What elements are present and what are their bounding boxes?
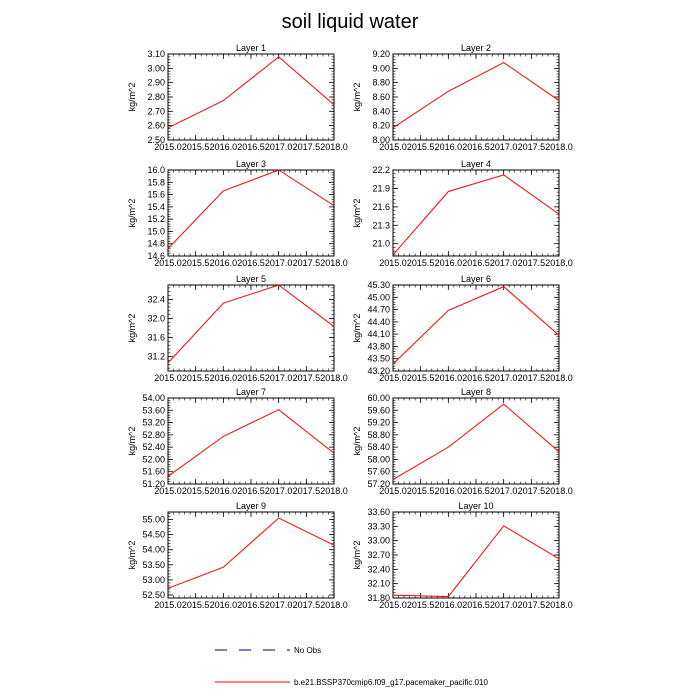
x-tick-label: 2016.5 (462, 486, 490, 496)
y-tick-label: 21.0 (372, 238, 390, 249)
x-tick-label: 2016.0 (209, 142, 238, 152)
y-tick-label: 21.6 (372, 201, 390, 212)
x-tick-label: 2018.0 (320, 373, 348, 383)
x-tick-label: 2017.5 (292, 142, 321, 152)
y-tick-label: 44.40 (367, 316, 390, 327)
y-tick-label: 58.80 (367, 429, 390, 440)
x-tick-label: 2015.0 (379, 373, 407, 383)
y-tick-label: 44.10 (367, 329, 390, 340)
x-tick-label: 2016.5 (462, 373, 490, 383)
panel-layer-2 (352, 43, 573, 152)
x-tick-label: 2016.0 (434, 486, 463, 496)
x-tick-label: 2016.0 (209, 373, 238, 383)
panel-layer-3 (127, 159, 348, 268)
panel-title: Layer 7 (235, 387, 267, 397)
y-tick-label: 9.20 (372, 49, 390, 59)
y-tick-label: 58.40 (367, 442, 390, 453)
y-tick-label: 59.60 (367, 405, 390, 416)
y-tick-label: 2.90 (147, 77, 165, 88)
y-tick-label: 8.60 (372, 92, 390, 102)
x-tick-label: 2015.0 (154, 258, 182, 268)
panel-layer-7 (127, 387, 348, 496)
x-tick-label: 2015.0 (379, 258, 407, 268)
y-axis-label: kg/m^2 (352, 198, 362, 228)
x-tick-label: 2018.0 (545, 486, 573, 496)
panel-layer-9 (127, 501, 348, 610)
x-tick-label: 2015.0 (154, 486, 182, 496)
legend-label-no-obs: No Obs (294, 646, 322, 655)
x-tick-label: 2015.5 (406, 600, 435, 610)
panel-title: Layer 3 (235, 159, 267, 169)
x-tick-label: 2015.0 (154, 142, 182, 152)
x-tick-label: 2016.5 (237, 600, 265, 610)
y-axis-label: kg/m^2 (127, 540, 137, 570)
y-tick-label: 3.10 (147, 49, 165, 59)
plot-frame (168, 170, 334, 256)
y-axis-label: kg/m^2 (127, 313, 137, 343)
y-tick-label: 52.40 (142, 442, 165, 453)
panel-title: Layer 2 (460, 43, 492, 53)
x-tick-label: 2017.5 (292, 258, 321, 268)
series-line (168, 285, 334, 363)
panel-layer-4 (352, 159, 573, 268)
y-tick-label: 53.60 (142, 405, 165, 416)
plot-frame (168, 54, 334, 140)
y-tick-label: 52.00 (142, 454, 165, 465)
x-tick-label: 2016.0 (209, 258, 238, 268)
y-tick-label: 2.60 (147, 120, 165, 131)
x-tick-label: 2015.5 (181, 486, 210, 496)
y-tick-label: 2.50 (147, 135, 165, 145)
y-axis-label: kg/m^2 (352, 82, 362, 112)
y-tick-label: 53.00 (142, 574, 165, 585)
series-line (393, 526, 559, 597)
y-tick-label: 31.2 (147, 351, 165, 362)
y-tick-label: 31.6 (147, 332, 165, 343)
y-axis-label: kg/m^2 (127, 426, 137, 456)
y-tick-label: 32.70 (367, 550, 390, 560)
x-tick-label: 2015.5 (181, 600, 210, 610)
series-line (393, 175, 559, 255)
x-tick-label: 2015.5 (406, 258, 435, 268)
plot-frame (393, 398, 559, 484)
x-tick-label: 2017.0 (264, 600, 293, 610)
y-tick-label: 32.4 (147, 294, 165, 305)
x-tick-label: 2016.5 (462, 600, 490, 610)
y-tick-label: 53.50 (142, 559, 165, 570)
panel-title: Layer 10 (458, 501, 494, 511)
panel-layer-1 (127, 43, 348, 152)
x-tick-label: 2017.5 (517, 258, 546, 268)
y-axis-label: kg/m^2 (352, 540, 362, 570)
x-tick-label: 2017.0 (264, 373, 293, 383)
y-tick-label: 52.80 (142, 429, 165, 440)
y-tick-label: 32.40 (367, 564, 390, 575)
x-tick-label: 2015.5 (181, 258, 210, 268)
x-tick-label: 2015.0 (154, 373, 182, 383)
series-line (393, 287, 559, 364)
x-tick-label: 2017.5 (517, 600, 546, 610)
y-tick-label: 22.2 (372, 165, 390, 175)
panel-title: Layer 1 (235, 43, 267, 53)
y-tick-label: 59.20 (367, 417, 390, 428)
y-tick-label: 60.00 (367, 393, 390, 403)
plot-frame (393, 512, 559, 598)
y-tick-label: 43.20 (367, 366, 390, 376)
plot-frame (168, 285, 334, 371)
y-tick-label: 14.8 (147, 238, 165, 249)
y-tick-label: 52.50 (142, 589, 165, 600)
y-tick-label: 15.6 (147, 189, 165, 200)
y-tick-label: 51.60 (142, 466, 165, 477)
x-tick-label: 2016.0 (434, 142, 463, 152)
y-axis-label: kg/m^2 (352, 313, 362, 343)
panel-layer-6 (352, 274, 573, 383)
panel-title: Layer 5 (235, 274, 267, 284)
y-tick-label: 14.6 (147, 251, 165, 261)
x-tick-label: 2017.0 (264, 142, 293, 152)
legend (215, 646, 488, 687)
panel-title: Layer 6 (460, 274, 492, 284)
x-tick-label: 2018.0 (320, 258, 348, 268)
plot-frame (168, 398, 334, 484)
x-tick-label: 2016.5 (237, 373, 265, 383)
x-tick-label: 2015.0 (154, 600, 182, 610)
y-tick-label: 51.20 (142, 479, 165, 489)
x-tick-label: 2015.0 (379, 600, 407, 610)
series-line (168, 410, 334, 477)
x-tick-label: 2018.0 (545, 142, 573, 152)
y-tick-label: 21.9 (372, 183, 390, 194)
x-tick-label: 2017.5 (292, 600, 321, 610)
x-tick-label: 2016.0 (434, 373, 463, 383)
y-tick-label: 54.50 (142, 529, 165, 540)
y-tick-label: 15.0 (147, 226, 165, 237)
x-tick-label: 2017.0 (489, 373, 518, 383)
x-tick-label: 2016.5 (462, 142, 490, 152)
y-tick-label: 53.20 (142, 417, 165, 428)
x-tick-label: 2017.0 (489, 600, 518, 610)
y-tick-label: 16.0 (147, 165, 165, 175)
x-tick-label: 2015.5 (406, 486, 435, 496)
plot-frame (393, 54, 559, 140)
x-tick-label: 2018.0 (320, 142, 348, 152)
x-tick-label: 2016.0 (434, 258, 463, 268)
panel-layer-5 (127, 274, 348, 383)
plot-frame (393, 285, 559, 371)
y-tick-label: 32.10 (367, 578, 390, 589)
x-tick-label: 2018.0 (545, 258, 573, 268)
legend-label-model: b.e21.BSSP370cmip6.f09_g17.pacemaker_pacific.010 (294, 678, 488, 687)
y-tick-label: 8.80 (372, 77, 390, 88)
y-tick-label: 31.80 (367, 593, 390, 603)
x-tick-label: 2018.0 (320, 600, 348, 610)
x-tick-label: 2016.5 (462, 258, 490, 268)
panel-title: Layer 4 (460, 159, 492, 169)
y-tick-label: 3.00 (147, 63, 165, 74)
x-tick-label: 2015.5 (406, 142, 435, 152)
figure-title: soil liquid water (281, 11, 419, 33)
x-tick-label: 2016.5 (237, 258, 265, 268)
y-axis-label: kg/m^2 (127, 198, 137, 228)
x-tick-label: 2016.5 (237, 486, 265, 496)
y-tick-label: 58.00 (367, 454, 390, 465)
y-tick-label: 9.00 (372, 63, 390, 74)
y-tick-label: 57.20 (367, 479, 390, 489)
y-tick-label: 45.00 (367, 292, 390, 303)
panel-title: Layer 8 (460, 387, 492, 397)
y-tick-label: 33.60 (367, 507, 390, 517)
x-tick-label: 2015.5 (181, 142, 210, 152)
y-tick-label: 55.00 (142, 514, 165, 525)
x-tick-label: 2017.0 (489, 142, 518, 152)
series-line (393, 63, 559, 128)
y-tick-label: 8.00 (372, 135, 390, 145)
y-tick-label: 44.70 (367, 304, 390, 315)
x-tick-label: 2017.0 (264, 258, 293, 268)
y-tick-label: 54.00 (142, 393, 165, 403)
x-tick-label: 2017.5 (517, 142, 546, 152)
x-tick-label: 2017.5 (517, 486, 546, 496)
x-tick-label: 2015.0 (379, 486, 407, 496)
y-tick-label: 43.50 (367, 353, 390, 364)
y-axis-label: kg/m^2 (352, 426, 362, 456)
x-tick-label: 2017.0 (489, 258, 518, 268)
series-line (168, 57, 334, 128)
y-tick-label: 43.80 (367, 341, 390, 352)
y-tick-label: 15.4 (147, 201, 165, 212)
series-line (393, 404, 559, 479)
y-tick-label: 21.3 (372, 220, 390, 231)
panel-title: Layer 9 (235, 501, 267, 511)
x-tick-label: 2015.0 (379, 142, 407, 152)
plot-frame (168, 512, 334, 598)
x-tick-label: 2017.5 (292, 486, 321, 496)
x-tick-label: 2017.0 (489, 486, 518, 496)
x-tick-label: 2015.5 (406, 373, 435, 383)
y-tick-label: 57.60 (367, 466, 390, 477)
x-tick-label: 2018.0 (320, 486, 348, 496)
y-tick-label: 32.0 (147, 313, 165, 324)
x-tick-label: 2015.5 (181, 373, 210, 383)
x-tick-label: 2016.0 (434, 600, 463, 610)
y-axis-label: kg/m^2 (127, 82, 137, 112)
x-tick-label: 2018.0 (545, 600, 573, 610)
panel-layer-10 (352, 501, 573, 610)
series-line (168, 170, 334, 249)
y-tick-label: 54.00 (142, 544, 165, 555)
y-tick-label: 8.20 (372, 120, 390, 131)
panel-layer-8 (352, 387, 573, 496)
y-tick-label: 8.40 (372, 106, 390, 117)
y-tick-label: 15.8 (147, 177, 165, 188)
y-tick-label: 15.2 (147, 214, 165, 225)
series-line (168, 518, 334, 588)
y-tick-label: 2.80 (147, 92, 165, 102)
panels (127, 43, 573, 610)
x-tick-label: 2016.0 (209, 600, 238, 610)
x-tick-label: 2016.0 (209, 486, 238, 496)
x-tick-label: 2018.0 (545, 373, 573, 383)
y-tick-label: 45.30 (367, 280, 390, 290)
y-tick-label: 33.00 (367, 535, 390, 546)
x-tick-label: 2017.5 (292, 373, 321, 383)
x-tick-label: 2016.5 (237, 142, 265, 152)
y-tick-label: 2.70 (147, 106, 165, 117)
x-tick-label: 2017.5 (517, 373, 546, 383)
y-tick-label: 33.30 (367, 521, 390, 532)
x-tick-label: 2017.0 (264, 486, 293, 496)
